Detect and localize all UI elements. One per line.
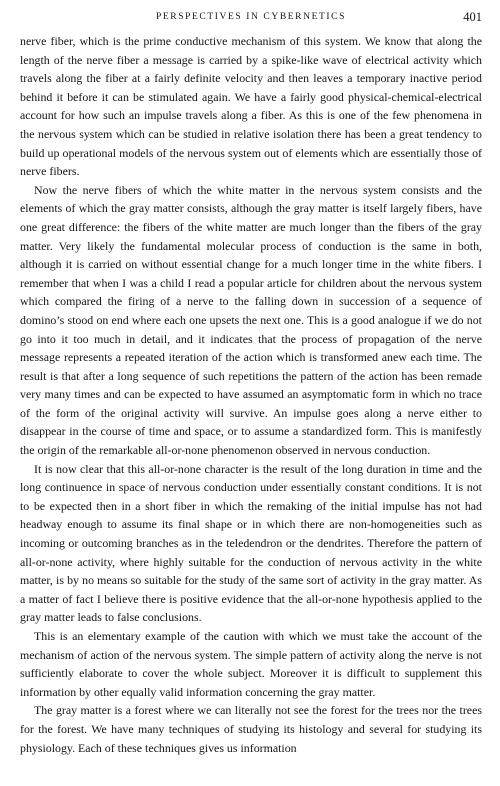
body-text — [20, 32, 482, 757]
paragraph: This is an elementary example of the caution with which we must take the account of the mechanism of action of the nervous system. The simple pattern of activity along the nerve is not sufficiently elaborate to cover the whole subject. Moreover it is difficult to supplement this information by other equally valid information concerning the gray matter. — [20, 629, 482, 699]
paragraph: It is now clear that this all-or-none character is the result of the long duration in time and the long continuence in space of nervous conduction under essentially constant conditions. It is not to be expected then in a short fiber in which the remaking of the initial impulse has not had headway enough to assume its final shape or in which there are non-homogeneities such as incoming or outcoming branches as in the teledendron or the dendrites. Therefore the pattern of all-or-none activity, where highly suitable for the conduction of nervous activity in the white matter, is by no means so suitable for the study of the same sort of activity in the gray matter. As a matter of fact I believe there is positive evidence that the all-or-none hypothesis applied to the gray matter leads to false conclusions. — [20, 461, 482, 625]
running-title: PERSPECTIVES IN CYBERNETICS — [156, 12, 346, 22]
running-head — [20, 10, 482, 32]
book-page — [20, 10, 482, 780]
paragraph-continued: nerve fiber, which is the prime conductive mechanism of this system. We know that along the length of the nerve fiber a message is carried by a spike-like wave of electrical activity which travels along the fiber at a fairly definite velocity and then leaves a temporary inactive period behind it before it can be stimulated again. We have a fairly good physical-chemical-electrical account for how such an impulse travels along a fiber. As this is one of the few phenomena in the nervous system which can be studied in relative isolation there has been a great tendency to build up operational models of the nervous system out of elements which are essentially those of nerve fibers. — [20, 34, 482, 179]
page-number: 401 — [463, 10, 482, 24]
paragraph: Now the nerve fibers of which the white matter in the nervous system consists and the elements of which the gray matter consists, although the gray matter is itself largely fibers, have one great difference: the fibers of the white matter are much longer than the fibers of the gray matter. Very likely the fundamental molecular process of conduction is the same in both, although it is carried on without essential change for a much longer time in the white fibers. I remember that when I was a child I read a popular article for children about the nervous system which compared the firing of a nerve to the falling down in succession of a sequence of domino’s stood on end where each one upsets the next one. This is a good analogue if we do not go into it too much in detail, and it indicates that the process of propagation of the nerve message represents a repeated iteration of the action which is transformed anew each time. The result is that after a long sequence of such repetitions the pattern of the action has been remade very many times and can be expected to have assumed an asymptomatic form in which no trace of the form of the original activity will survive. An impulse goes along a nerve either to disappear in the course of time and space, or to assume a standardized form. This is manifestly the origin of the remarkable all-or-none phenomenon observed in nervous conduction. — [20, 182, 482, 458]
paragraph: The gray matter is a forest where we can literally not see the forest for the trees nor the trees for the forest. We have many techniques of studying its histology and several for studying its physiology. Each of these techniques gives us information — [20, 703, 482, 755]
